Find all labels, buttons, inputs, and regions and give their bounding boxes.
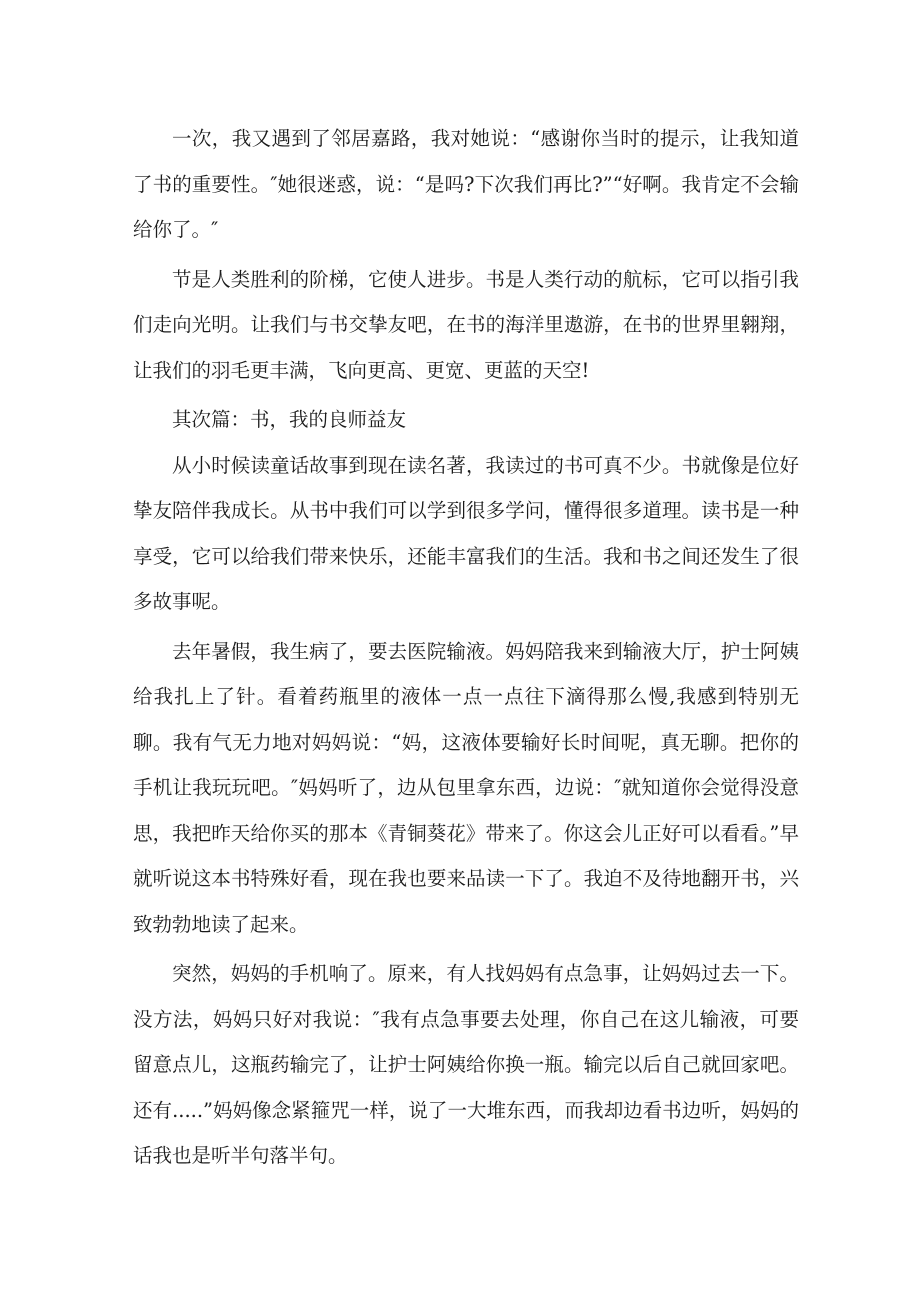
- paragraph-hospital: 去年暑假，我生病了，要去医院输液。妈妈陪我来到输液大厅，护士阿姨给我扎上了针。看着药瓶里的液体一点一点往下滴得那么慢,我感到特别无聊。我有气无力地对妈妈说：“妈，这液体要输好长时间呢，真无聊。把你的手机让我玩玩吧。″妈妈听了，边从包里拿东西，边说：″就知道你会觉得没意思，我把昨天给你买的那本《青铜葵花》带来了。你这会儿正好可以看看。”早就听说这本书特殊好看，现在我也要来品读一下了。我迫不及待地翻开书，兴致勃勃地读了起来。: [133, 639, 799, 936]
- section-heading: 其次篇：书，我的良师益友: [172, 408, 407, 431]
- paragraph-phone-rings: 突然，妈妈的手机响了。原来，有人找妈妈有点急事，让妈妈过去一下。没方法，妈妈只好对我说：″我有点急事要去处理，你自己在这儿输液，可要留意点儿，这瓶药输完了，让护士阿姨给你换一瓶。输完以后自己就回家吧。还有.....”妈妈像念紧箍咒一样，说了一大堆东西，而我却边看书边听，妈妈的话我也是听半句落半句。: [133, 962, 799, 1167]
- paragraph-books-ladder: 节是人类胜利的阶梯，它使人进步。书是人类行动的航标，它可以指引我们走向光明。让我们与书交挚友吧，在书的海洋里遨游，在书的世界里翱翔，让我们的羽毛更丰满，飞向更高、更宽、更蓝的天空!: [133, 267, 799, 382]
- paragraph-reunion: 一次，我又遇到了邻居嘉路，我对她说：“感谢你当时的提示，让我知道了书的重要性。″她很迷惑，说：“是吗?下次我们再比?”“好啊。我肯定不会输给你了。″: [133, 127, 799, 241]
- paragraph-reading-childhood: 从小时候读童话故事到现在读名著，我读过的书可真不少。书就像是位好挚友陪伴我成长。从书中我们可以学到很多学问，懂得很多道理。读书是一种享受，它可以给我们带来快乐，还能丰富我们的生活。我和书之间还发生了很多故事呢。: [133, 453, 799, 613]
- document-body: [133, 116, 799, 1179]
